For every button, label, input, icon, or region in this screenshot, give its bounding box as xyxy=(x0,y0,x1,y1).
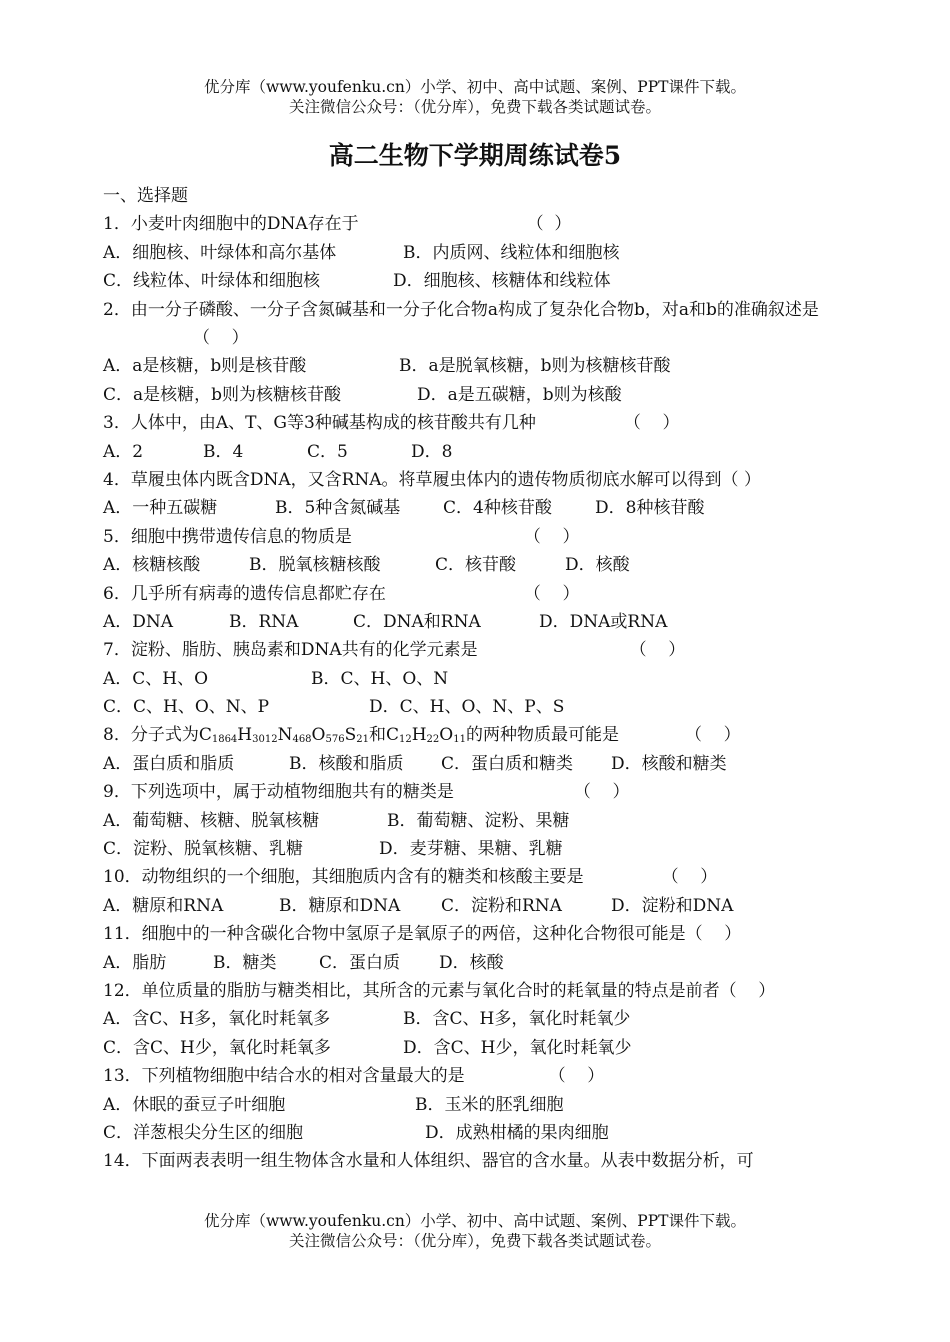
question-5 xyxy=(103,523,849,551)
option-d: D．8 xyxy=(411,441,453,462)
option-c: C．a是核糖，b则为核糖核苷酸 xyxy=(103,384,342,405)
option-c: C．C、H、O、N、P xyxy=(103,697,270,718)
option-b: B．含C、H多，氧化时耗氧少 xyxy=(403,1009,631,1030)
question-12-options-cd xyxy=(103,1034,849,1062)
option-c: C．4种核苷酸 xyxy=(443,498,552,519)
question-1-options-ab xyxy=(103,239,849,267)
option-d: D．核酸 xyxy=(565,555,630,576)
question-stem: 2．由一分子磷酸、一分子含氮碱基和一分子化合物a构成了复杂化合物b，对a和b的准确叙述是 xyxy=(103,299,819,320)
option-b: B．C、H、O、N xyxy=(311,668,449,689)
option-d: D．淀粉和DNA xyxy=(611,895,734,916)
question-7-options-ab xyxy=(103,665,849,693)
question-4: 4．草履虫体内既含DNA，又含RNA。将草履虫体内的遗传物质彻底水解可以得到（ ） xyxy=(103,469,761,490)
option-a: A．糖原和RNA xyxy=(103,895,224,916)
option-b: B．核酸和脂质 xyxy=(289,753,404,774)
option-b: B．a是脱氧核糖，b则为核糖核苷酸 xyxy=(399,356,671,377)
option-a: A．蛋白质和脂质 xyxy=(103,753,235,774)
option-b: B．RNA xyxy=(229,611,299,632)
answer-bracket: （ ） xyxy=(661,867,718,888)
option-c: C．5 xyxy=(307,441,348,462)
footer-line-2: 关注微信公众号：（优分库），免费下载各类试题试卷。 xyxy=(288,1232,661,1250)
option-d: D．核酸 xyxy=(439,952,504,973)
question-stem: 5．细胞中携带遗传信息的物质是 xyxy=(103,526,352,547)
answer-bracket: （ ） xyxy=(629,640,686,661)
option-b: B．5种含氮碱基 xyxy=(275,498,401,519)
question-9 xyxy=(103,778,849,806)
question-2-options-ab xyxy=(103,352,849,380)
question-3-options xyxy=(103,438,849,466)
option-c: C．淀粉、脱氧核糖、乳糖 xyxy=(103,839,304,860)
question-6-options xyxy=(103,608,849,636)
option-d: D．a是五碳糖，b则为核酸 xyxy=(417,384,622,405)
option-b: B．糖原和DNA xyxy=(279,895,401,916)
option-a: A．2 xyxy=(103,441,144,462)
option-c: C．线粒体、叶绿体和细胞核 xyxy=(103,271,321,292)
question-stem-prefix: 8．分子式为 xyxy=(103,725,199,746)
page-header xyxy=(0,77,950,117)
question-3 xyxy=(103,409,849,437)
question-10 xyxy=(103,863,849,891)
question-9-options-cd xyxy=(103,835,849,863)
option-a: A．a是核糖，b则是核苷酸 xyxy=(103,356,307,377)
option-c: C．洋葱根尖分生区的细胞 xyxy=(103,1122,304,1143)
question-8-options xyxy=(103,750,849,778)
question-8 xyxy=(103,721,849,749)
question-11: 11．细胞中的一种含碳化合物中氢原子是氧原子的两倍，这种化合物很可能是（ ） xyxy=(103,924,742,945)
option-a: A．核糖核酸 xyxy=(103,555,201,576)
page-title: 高二生物下学期周练试卷5 xyxy=(328,141,622,170)
answer-bracket: （ ） xyxy=(684,725,741,746)
option-b: B．葡萄糖、淀粉、果糖 xyxy=(387,810,570,831)
question-13-options-ab xyxy=(103,1091,849,1119)
option-a: A．休眠的蚕豆子叶细胞 xyxy=(103,1094,286,1115)
option-d: D．麦芽糖、果糖、乳糖 xyxy=(379,839,563,860)
option-a: A．脂肪 xyxy=(103,952,167,973)
question-10-options xyxy=(103,892,849,920)
option-d: D．C、H、O、N、P、S xyxy=(369,697,565,718)
option-d: D．核酸和糖类 xyxy=(611,753,727,774)
option-c: C．蛋白质 xyxy=(319,952,401,973)
answer-bracket: （ ） xyxy=(523,583,580,604)
option-c: C．核苷酸 xyxy=(435,555,517,576)
question-2-options-cd xyxy=(103,381,849,409)
header-line-1: 优分库（www.youfenku.cn）小学、初中、高中试题、案例、PPT课件下载。 xyxy=(203,78,747,96)
question-stem-mid: 和 xyxy=(368,725,386,746)
option-b: B．玉米的胚乳细胞 xyxy=(415,1094,564,1115)
option-c: C．含C、H少，氧化时耗氧多 xyxy=(103,1037,331,1058)
question-stem: 13．下列植物细胞中结合水的相对含量最大的是 xyxy=(103,1066,465,1087)
question-5-options xyxy=(103,551,849,579)
question-6 xyxy=(103,580,849,608)
option-a: A．含C、H多，氧化时耗氧多 xyxy=(103,1009,331,1030)
option-a: A．DNA xyxy=(103,611,174,632)
question-1 xyxy=(103,210,849,238)
question-13-options-cd xyxy=(103,1119,849,1147)
option-a: A．一种五碳糖 xyxy=(103,498,218,519)
question-12: 12．单位质量的脂肪与糖类相比，其所含的元素与氧化合时的耗氧量的特点是前者（ ） xyxy=(103,980,776,1001)
question-2 xyxy=(103,296,849,353)
option-d: D．DNA或RNA xyxy=(539,611,668,632)
option-d: D．细胞核、核糖体和线粒体 xyxy=(393,271,611,292)
option-b: B．脱氧核糖核酸 xyxy=(249,555,381,576)
option-b: B．糖类 xyxy=(213,952,277,973)
page-footer xyxy=(0,1211,950,1251)
question-4-options xyxy=(103,494,849,522)
formula-1: $C_{1864}H_{3012}N_{468}O_{576}S_{21}$ xyxy=(198,725,369,746)
option-d: D．8种核苷酸 xyxy=(595,498,705,519)
question-stem: 3．人体中，由A、T、G等3种碱基构成的核苷酸共有几种 xyxy=(103,413,536,434)
question-stem: 9．下列选项中，属于动植物细胞共有的糖类是 xyxy=(103,782,454,803)
answer-bracket: （ ） xyxy=(523,526,580,547)
answer-bracket: （ ） xyxy=(526,214,572,235)
answer-bracket: （ ） xyxy=(623,413,680,434)
question-stem-suffix: 的两种物质最可能是 xyxy=(465,725,619,746)
question-12-options-ab xyxy=(103,1005,849,1033)
section-heading: 一、选择题 xyxy=(103,186,188,206)
option-b: B．4 xyxy=(203,441,244,462)
question-14: 14．下面两表表明一组生物体含水量和人体组织、器官的含水量。从表中数据分析，可 xyxy=(103,1151,754,1172)
option-c: C．蛋白质和糖类 xyxy=(441,753,574,774)
option-a: A．细胞核、叶绿体和高尔基体 xyxy=(103,242,337,263)
footer-line-1: 优分库（www.youfenku.cn）小学、初中、高中试题、案例、PPT课件下载。 xyxy=(203,1212,747,1230)
question-stem: 10．动物组织的一个细胞，其细胞质内含有的糖类和核酸主要是 xyxy=(103,867,584,888)
option-c: C．DNA和RNA xyxy=(353,611,481,632)
question-stem: 7．淀粉、脂肪、胰岛素和DNA共有的化学元素是 xyxy=(103,640,478,661)
answer-bracket: （ ） xyxy=(548,1066,605,1087)
answer-bracket: （ ） xyxy=(573,782,630,803)
option-b: B．内质网、线粒体和细胞核 xyxy=(403,242,620,263)
question-7 xyxy=(103,636,849,664)
option-c: C．淀粉和RNA xyxy=(441,895,562,916)
option-a: A．葡萄糖、核糖、脱氧核糖 xyxy=(103,810,320,831)
header-line-2: 关注微信公众号：（优分库），免费下载各类试题试卷。 xyxy=(288,98,661,116)
question-13 xyxy=(103,1062,849,1090)
question-1-options-cd xyxy=(103,267,849,295)
question-stem: 1．小麦叶肉细胞中的DNA存在于 xyxy=(103,214,359,235)
question-stem: 6．几乎所有病毒的遗传信息都贮存在 xyxy=(103,583,386,604)
option-a: A．C、H、O xyxy=(103,668,209,689)
option-d: D．含C、H少，氧化时耗氧少 xyxy=(403,1037,632,1058)
answer-bracket: （ ） xyxy=(193,327,249,348)
question-7-options-cd xyxy=(103,693,849,721)
formula-2: $C_{12}H_{22}O_{11}$ xyxy=(385,725,466,746)
question-list xyxy=(103,182,849,1176)
question-9-options-ab xyxy=(103,807,849,835)
question-11-options xyxy=(103,949,849,977)
option-d: D．成熟柑橘的果肉细胞 xyxy=(425,1122,609,1143)
